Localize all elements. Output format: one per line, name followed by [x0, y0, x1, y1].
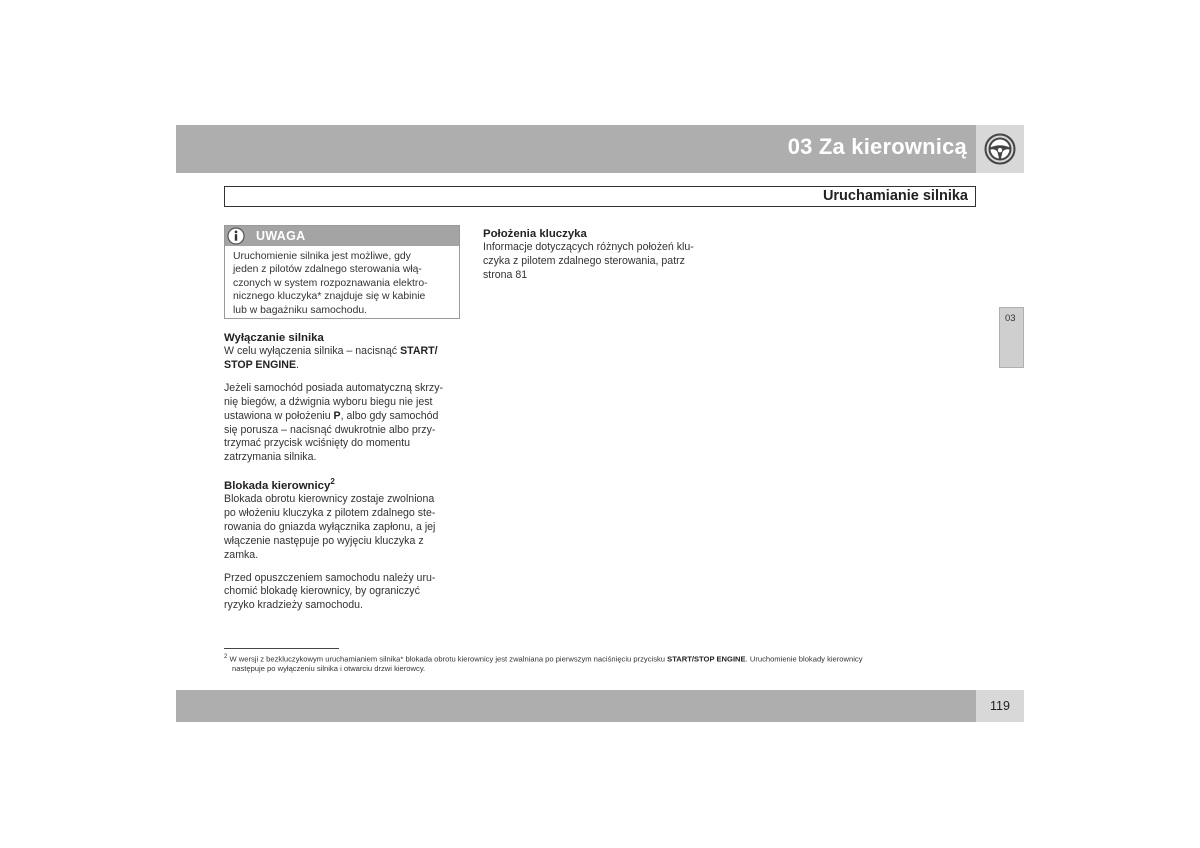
section-title: Uruchamianie silnika	[822, 188, 968, 204]
text-run: ustawiona w położeniu	[224, 409, 334, 422]
engine-off-heading: Wyłączanie silnika	[224, 332, 324, 344]
key-positions-heading: Położenia kluczyka	[483, 228, 587, 240]
heading-text: Blokada kierownicy	[224, 480, 331, 493]
text-line: chomić blokadę kierownicy, by ograniczyć	[224, 585, 420, 598]
footnote	[224, 653, 984, 673]
right-column	[483, 227, 723, 283]
bold-run: P	[333, 409, 341, 422]
text-line: rowania do gniazda wyłącznika zapłonu, a jej	[224, 520, 436, 533]
page-reference[interactable]: strona 81	[483, 268, 528, 281]
chapter-title: 03 Za kierownicą	[787, 134, 967, 159]
text-run: . Uruchomienie blokady kierownicy	[745, 654, 863, 664]
text-line: Przed opuszczeniem samochodu należy uru-	[224, 571, 436, 584]
warning-line: nicznego kluczyka* znajduje się w kabinie	[233, 291, 426, 303]
bold-run: START/	[400, 345, 438, 357]
text-line: Informacje dotyczących różnych położeń klu-	[483, 241, 694, 253]
text-line: nię biegów, a dźwignia wyboru biegu nie jest	[224, 395, 433, 408]
footer-bar	[176, 690, 976, 722]
text-run: , albo gdy samochód	[340, 409, 439, 422]
steering-lock-paragraph-2	[224, 572, 464, 614]
text-line: Jeżeli samochód posiada automatyczną skrzy-	[224, 381, 444, 394]
text-line: czyka z pilotem zdalnego sterowania, patrz	[483, 254, 685, 267]
chapter-side-tab[interactable]	[999, 307, 1024, 368]
left-column	[224, 331, 464, 613]
text-run: W wersji z bezkluczykowym uruchamianiem silnika* blokada obrotu kierownicy jest zwalniana po pierwszym naciśnięciu przycisku	[229, 654, 668, 664]
warning-text	[233, 250, 455, 317]
text-line: ryzyko kradzieży samochodu.	[224, 599, 363, 612]
warning-line: czonych w system rozpoznawania elektro-	[233, 277, 428, 289]
steering-lock-paragraph-1	[224, 493, 464, 563]
chapter-header-bar	[176, 125, 976, 173]
text-run: .	[296, 358, 299, 371]
side-tab-label: 03	[1005, 313, 1016, 324]
engine-off-paragraph-2	[224, 382, 464, 465]
steering-wheel-icon	[984, 133, 1016, 165]
page-number: 119	[990, 699, 1010, 713]
footnote-rule	[224, 648, 339, 649]
chapter-icon-box	[976, 125, 1024, 173]
text-line: Blokada obrotu kierownicy zostaje zwolniona	[224, 493, 435, 506]
key-positions-paragraph	[483, 241, 723, 283]
steering-lock-heading	[224, 475, 464, 493]
text-run: W celu wyłączenia silnika – nacisnąć	[224, 345, 401, 357]
footnote-marker: 2	[224, 654, 228, 660]
section-title-box	[224, 186, 976, 207]
warning-line: lub w bagażniku samochodu.	[233, 304, 368, 316]
warning-box	[224, 225, 460, 319]
text-line: włączenie następuje po wyjęciu kluczyka z	[224, 534, 424, 547]
warning-header	[225, 226, 459, 246]
footnote-line-2: następuje po wyłączeniu silnika i otwarciu drzwi kierowcy.	[232, 663, 426, 673]
bold-run: START/STOP ENGINE	[667, 654, 746, 664]
text-line: się porusza – nacisnąć dwukrotnie albo przy-	[224, 423, 436, 436]
text-line: trzymać przycisk wciśnięty do momentu	[224, 437, 411, 450]
text-line: zamka.	[224, 548, 259, 561]
text-line: zatrzymania silnika.	[224, 451, 317, 464]
warning-line: Uruchomienie silnika jest możliwe, gdy	[233, 251, 411, 262]
text-line: po włożeniu kluczyka z pilotem zdalnego ste-	[224, 506, 436, 519]
footnote-ref: 2	[330, 477, 335, 487]
page-number-box	[976, 690, 1024, 722]
warning-line: jeden z pilotów zdalnego sterowania włą-	[233, 264, 422, 276]
bold-run: STOP ENGINE	[224, 358, 297, 371]
warning-label: UWAGA	[256, 229, 306, 243]
info-icon	[227, 227, 245, 245]
engine-off-paragraph-1	[224, 345, 464, 373]
